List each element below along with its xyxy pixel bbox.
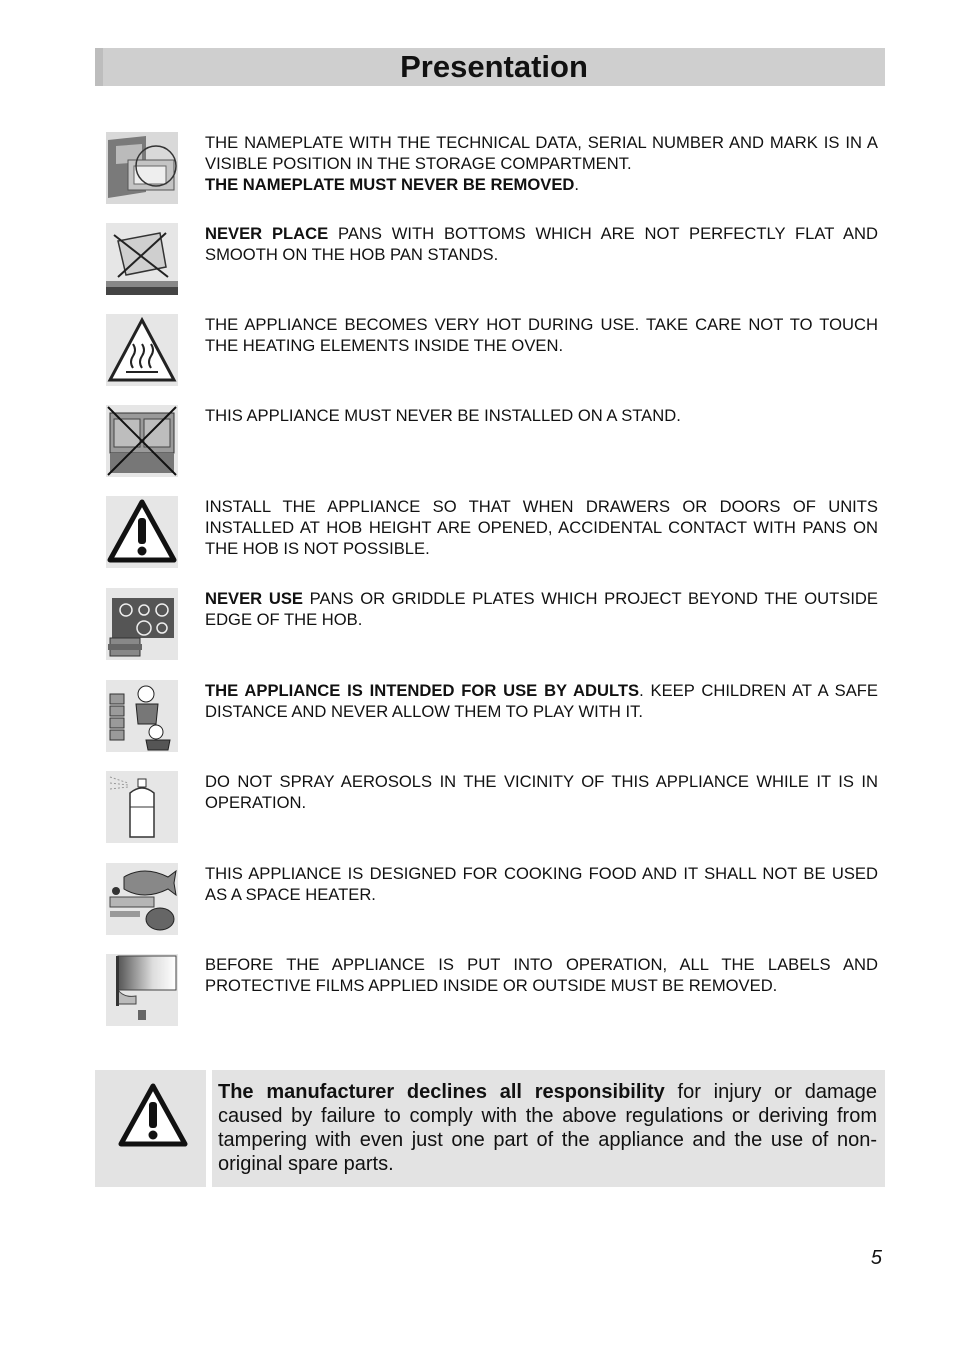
aerosol-can-icon [106, 771, 178, 843]
crossed-pan-icon [106, 223, 178, 295]
instruction-text: THE APPLIANCE BECOMES VERY HOT DURING USE. TAKE CARE NOT TO TOUCH THE HEATING ELEMENTS INSIDE THE OVEN. [205, 315, 878, 355]
instruction-text: BEFORE THE APPLIANCE IS PUT INTO OPERATION, ALL THE LABELS AND PROTECTIVE FILMS APPLIED INSIDE OR OUTSIDE MUST BE REMOVED. [205, 955, 878, 995]
instruction-text: NEVER USE PANS OR GRIDDLE PLATES WHICH PROJECT BEYOND THE OUTSIDE EDGE OF THE HOB. [205, 589, 878, 629]
instruction-text: INSTALL THE APPLIANCE SO THAT WHEN DRAWERS OR DOORS OF UNITS INSTALLED AT HOB HEIGHT ARE OPENED, ACCIDENTAL CONTACT WITH PANS ON THE HOB IS NOT POSSIBLE. [205, 497, 878, 558]
instruction-text: THE NAMEPLATE WITH THE TECHNICAL DATA, SERIAL NUMBER AND MARK IS IN A VISIBLE POSITION IN THE STORAGE COMPARTMENT. THE NAMEPLATE MUST NEVER BE REMOVED. [205, 133, 878, 194]
warning-triangle-icon [117, 1080, 189, 1152]
crossed-stand-icon [106, 405, 178, 477]
fish-food-icon [106, 863, 178, 935]
notice-text-cell [212, 1070, 885, 1187]
notice-icon-cell [95, 1070, 206, 1187]
protective-film-icon [106, 954, 178, 1026]
hot-surface-warning-icon [106, 314, 178, 386]
responsibility-notice [95, 1070, 885, 1187]
instruction-text: DO NOT SPRAY AEROSOLS IN THE VICINITY OF THIS APPLIANCE WHILE IT IS IN OPERATION. [205, 772, 878, 812]
instruction-text: THIS APPLIANCE MUST NEVER BE INSTALLED ON A STAND. [205, 406, 681, 425]
instruction-text: THIS APPLIANCE IS DESIGNED FOR COOKING FOOD AND IT SHALL NOT BE USED AS A SPACE HEATER. [205, 864, 878, 904]
instruction-text: THE APPLIANCE IS INTENDED FOR USE BY ADULTS. KEEP CHILDREN AT A SAFE DISTANCE AND NEVER ALLOW THEM TO PLAY WITH IT. [205, 681, 878, 721]
page-title: Presentation [400, 49, 588, 84]
page-number: 5 [870, 1247, 882, 1269]
warning-triangle-icon [106, 496, 178, 568]
children-icon [106, 680, 178, 752]
hob-burners-icon [106, 588, 178, 660]
notice-text: The manufacturer declines all responsibility for injury or damage caused by failure to comply with the above regulations or deriving from tampering with even just one part of the appliance and the use of non-original spare parts. [218, 1081, 878, 1175]
instruction-text: NEVER PLACE PANS WITH BOTTOMS WHICH ARE NOT PERFECTLY FLAT AND SMOOTH ON THE HOB PAN STANDS. [205, 224, 878, 264]
nameplate-icon [106, 132, 178, 204]
title-bar [95, 48, 885, 86]
